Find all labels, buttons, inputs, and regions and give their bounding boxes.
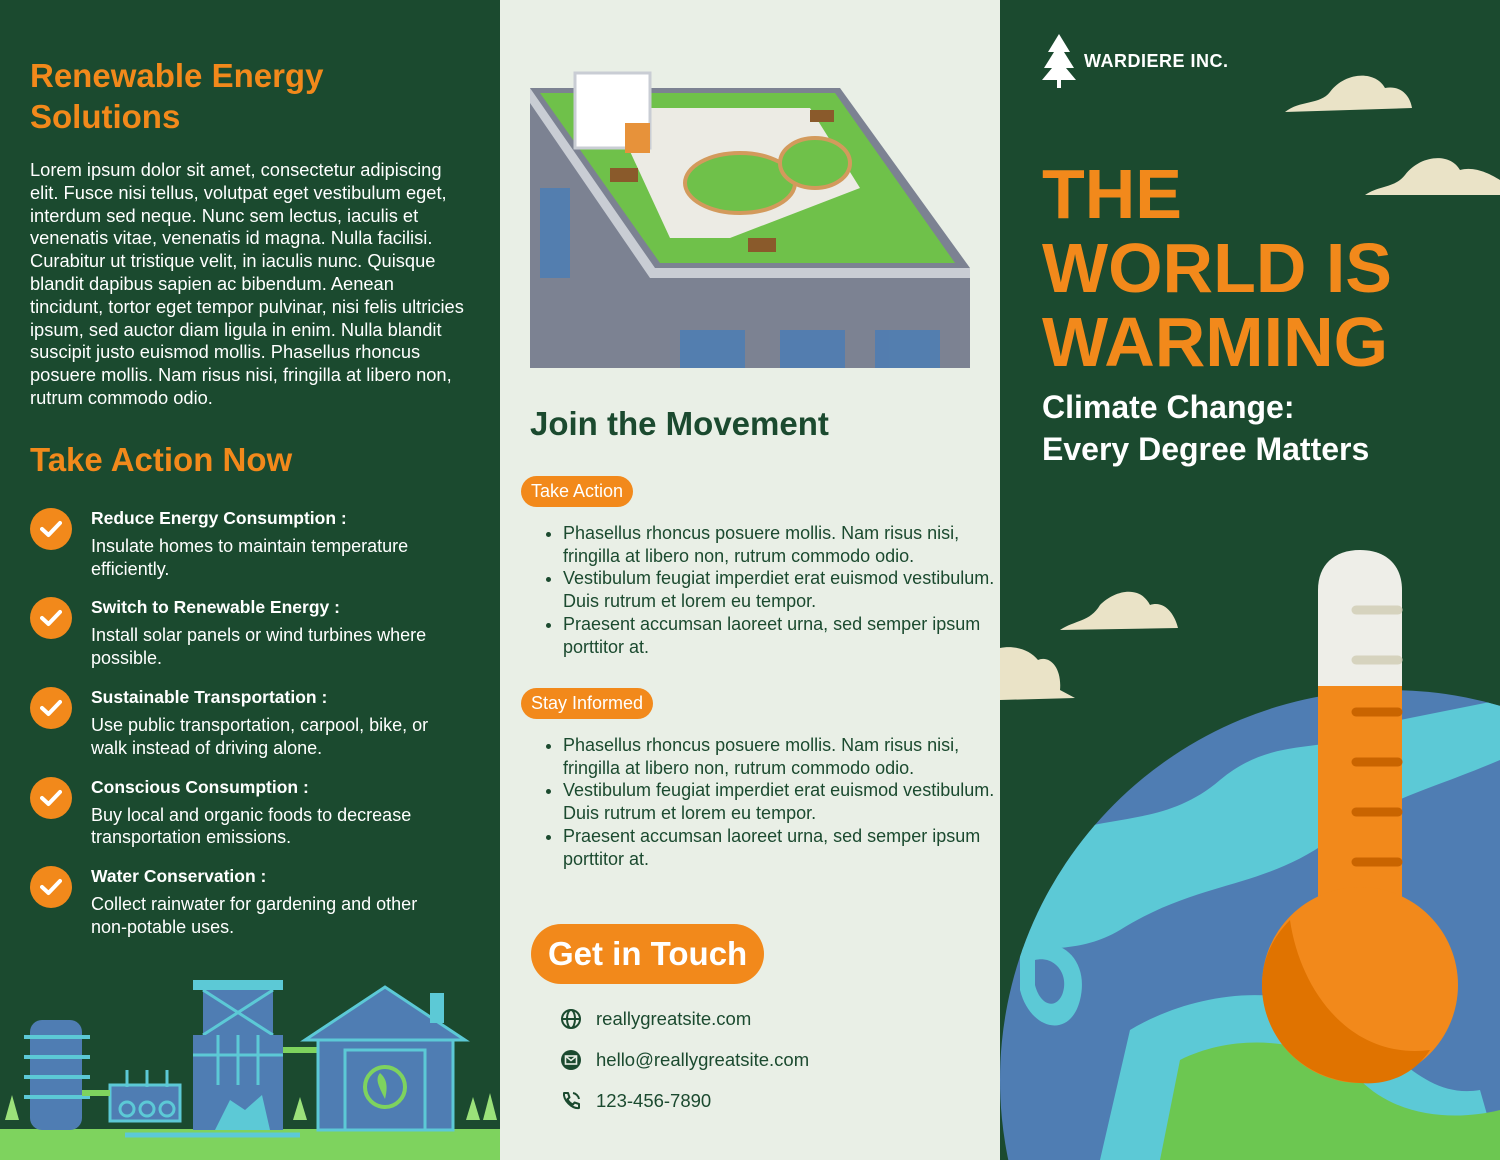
website-contact[interactable] [560,1008,751,1030]
action-item [30,685,470,760]
action-desc: Install solar panels or wind turbines where possible. [91,625,427,669]
left-panel [0,0,500,1160]
right-panel [1000,0,1500,1160]
headline [1042,157,1392,379]
action-title: Sustainable Transportation : [91,686,328,707]
email-link[interactable]: hello@reallygreatsite.com [596,1049,810,1070]
action-title: Water Conservation : [91,866,267,887]
action-item [30,864,470,939]
check-icon [30,687,72,729]
action-item [30,775,470,850]
intro-paragraph: Lorem ipsum dolor sit amet, consectetur adipiscing elit. Fusce nisi tellus, volutpat eget vestibulum eget, interdum sed neque. Nunc sem lectus, iaculis et venenatis vitae, venenatis id magna. Nulla facilisi. Curabitur ut tristique velit, in iaculis nunc. Quisque blandit dapibus sapien ac bibendum. Aenean tincidunt, tortor eget tempor pulvinar, nisi felis ultricies ipsum, sed auctor diam ligula in enim. Nulla blandit suscipit justo euismod mollis. Phasellus rhoncus posuere mollis. Nam risus nisi, fringilla at libero non, rutrum commodo odio. [30,159,464,408]
check-icon [30,866,72,908]
action-desc: Insulate homes to maintain temperature efficiently. [91,535,409,579]
action-item [30,506,470,581]
email-contact[interactable] [560,1049,809,1071]
subtitle-line: Climate Change: [1042,389,1295,425]
brand-logo [1042,34,1229,88]
list-item: • Phasellus rhoncus posuere mollis. Nam risus nisi, fringilla at libero non, rutrum commodo odio. [563,734,1000,779]
stay-informed-badge: Stay Informed [521,688,653,719]
phone-contact[interactable] [560,1090,711,1112]
action-title: Switch to Renewable Energy : [91,597,340,618]
check-icon [30,508,72,550]
brand-name: WARDIERE INC. [1084,50,1229,71]
check-icon [30,597,72,639]
list-item: • Vestibulum feugiat imperdiet erat euismod vestibulum. Duis rutrum et lorem eu tempor. [563,779,1000,824]
list-item: • Praesent accumsan laoreet urna, sed semper ipsum porttitor at. [563,613,1000,658]
take-action-list [538,522,1000,658]
join-heading: Join the Movement [530,405,829,442]
headline-line: WARMING [1042,303,1389,381]
list-item: • Praesent accumsan laoreet urna, sed semper ipsum porttitor at. [563,825,1000,870]
middle-panel [500,0,1000,1160]
take-action-badge: Take Action [521,476,633,507]
tree-icon [1042,34,1076,88]
factory-icon [0,975,500,1160]
stay-informed-list [538,734,1000,870]
website-link[interactable]: reallygreatsite.com [596,1008,752,1029]
action-title: Conscious Consumption : [91,776,309,797]
check-icon [30,777,72,819]
phone-number[interactable]: 123-456-7890 [596,1090,712,1111]
action-list [30,506,470,939]
action-desc: Collect rainwater for gardening and other non-potable uses. [91,894,418,937]
phone-icon [560,1090,582,1112]
list-item: • Phasellus rhoncus posuere mollis. Nam risus nisi, fringilla at libero non, rutrum commodo odio. [563,522,1000,567]
action-title: Reduce Energy Consumption : [91,507,347,528]
action-desc: Buy local and organic foods to decrease transportation emissions. [91,804,412,848]
get-in-touch-button[interactable]: Get in Touch [531,924,764,984]
email-icon [560,1049,582,1071]
renewable-energy-title: Renewable Energy Solutions [30,57,324,135]
headline-line: THE [1042,155,1182,233]
action-item [30,595,470,670]
subtitle [1042,386,1369,470]
take-action-heading: Take Action Now [30,440,293,478]
action-desc: Use public transportation, carpool, bike, or walk instead of driving alone. [91,714,429,758]
headline-line: WORLD IS [1042,229,1392,307]
globe-icon [560,1008,582,1030]
rooftop-garden-icon [530,68,970,368]
list-item: • Vestibulum feugiat imperdiet erat euismod vestibulum. Duis rutrum et lorem eu tempor. [563,567,1000,612]
subtitle-line: Every Degree Matters [1042,431,1370,467]
